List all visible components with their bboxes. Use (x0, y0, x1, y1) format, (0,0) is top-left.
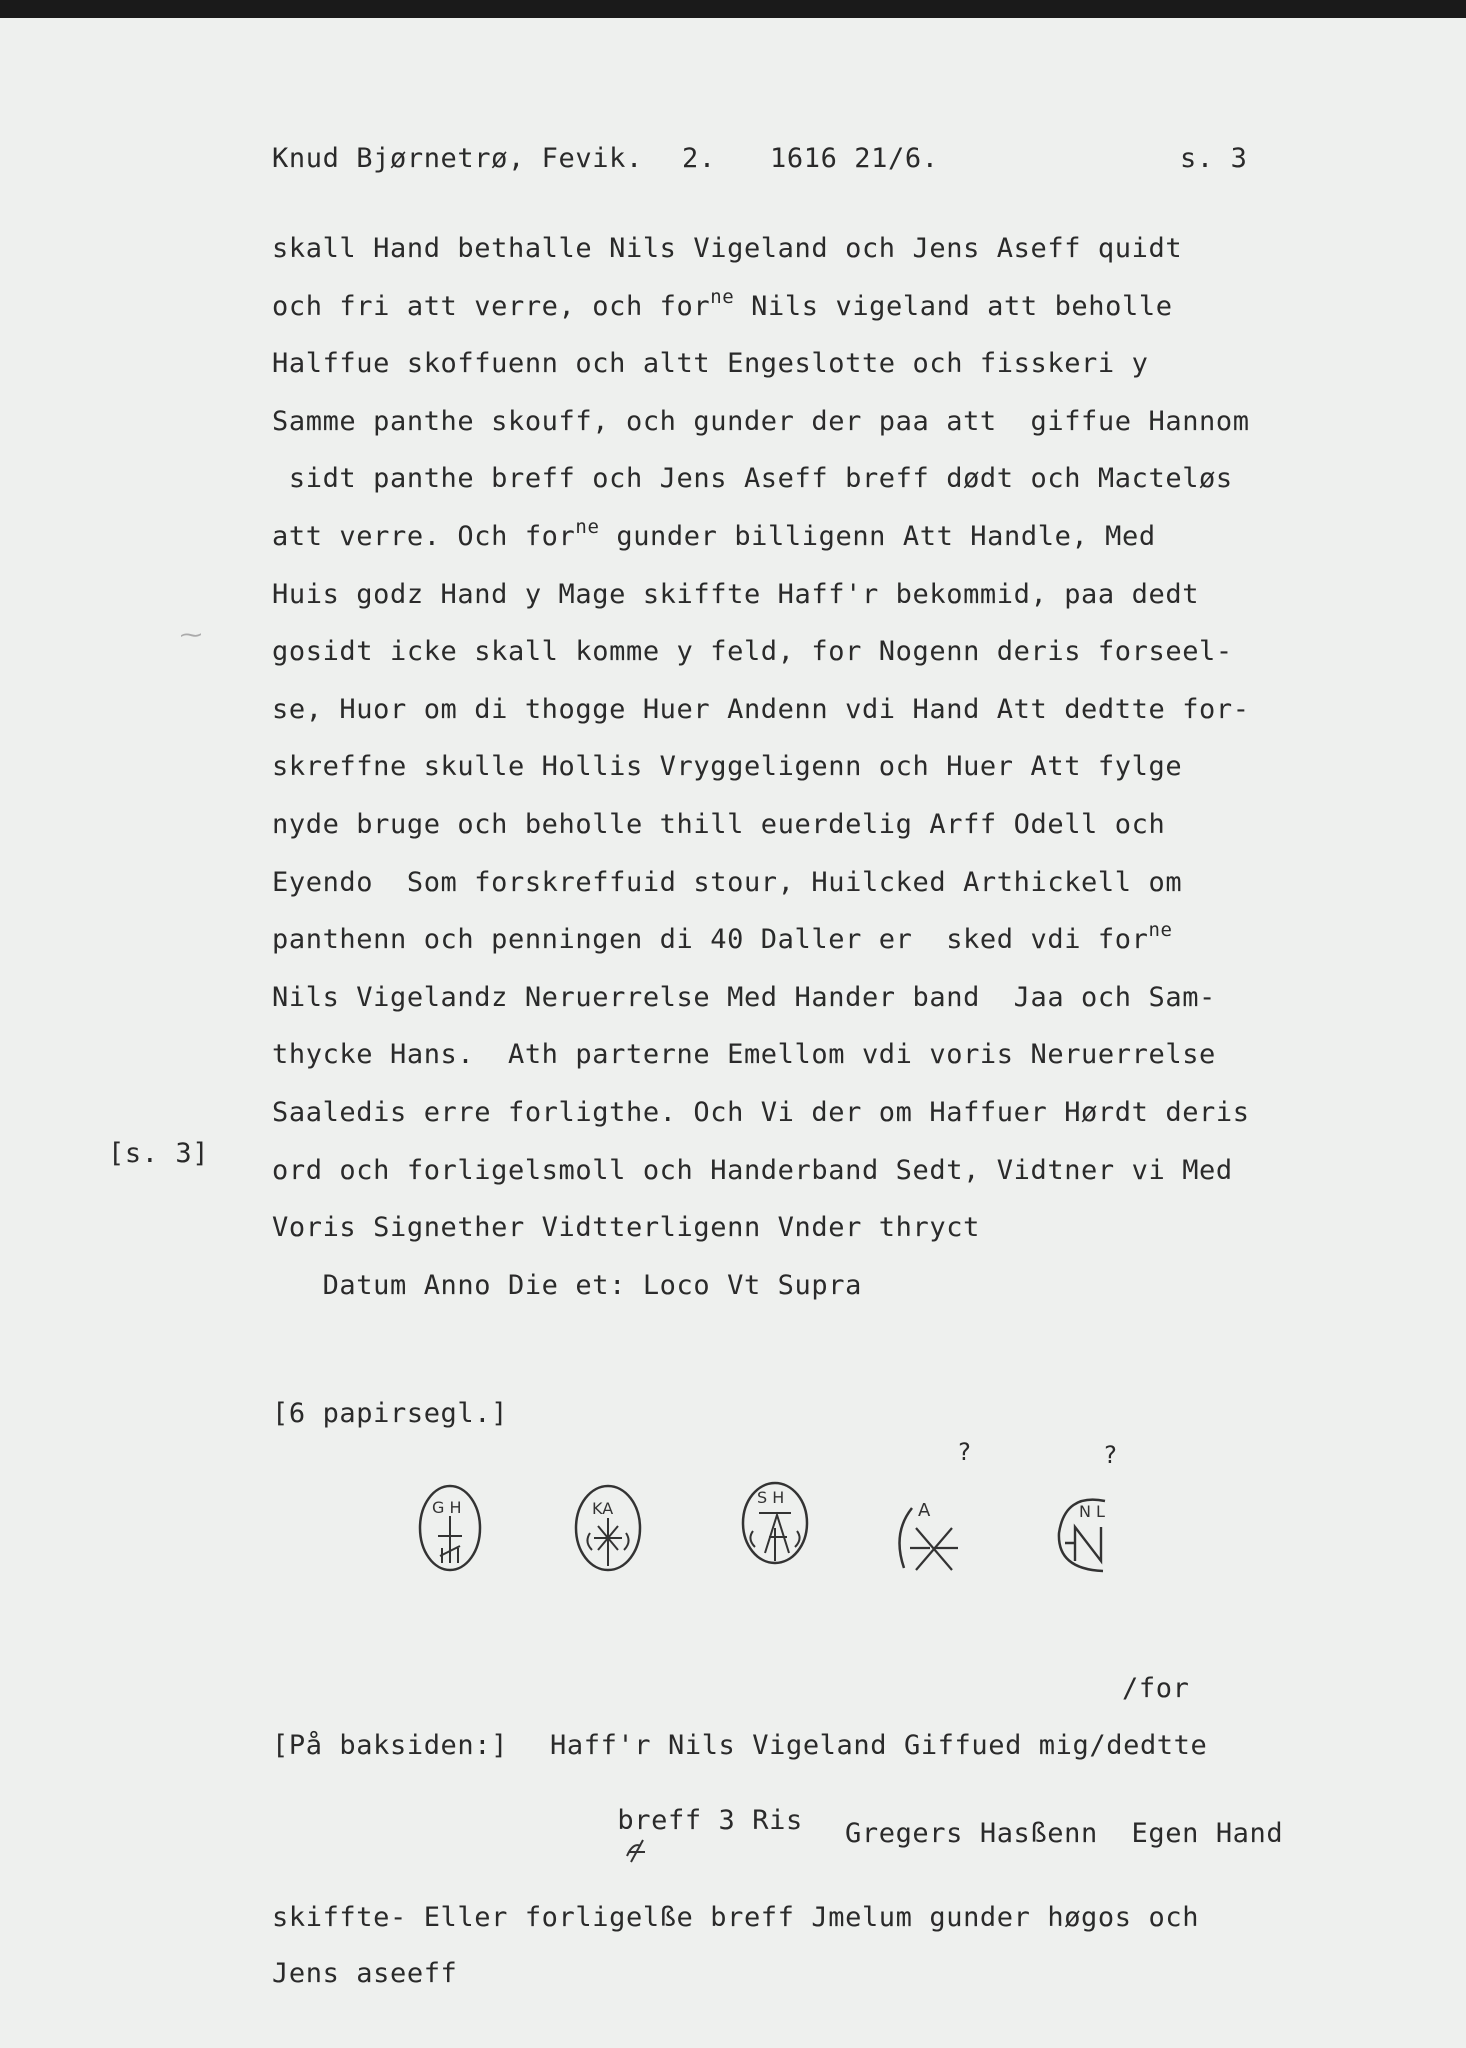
footer-line-2: Jens aseeff (272, 1958, 458, 1989)
header-date: 1616 21/6. (770, 143, 939, 174)
seal-2-letters: KA (592, 1499, 614, 1518)
margin-note: [s. 3] (108, 1138, 210, 1169)
seal-4-letters: A (918, 1500, 931, 1521)
body-line: Nils Vigelandz Neruerrelse Med Hander band Jaa och Sam- (272, 982, 1216, 1013)
body-line: Samme panthe skouff, och gunder der paa att giffue Hannom (272, 406, 1250, 437)
faint-mark: ⁓ (180, 623, 202, 648)
body-line-segment: panthenn och penningen di 40 Daller er sked vdi for (272, 924, 1149, 955)
seals-row (400, 1438, 1160, 1628)
body-line: skreffne skulle Hollis Vryggeligenn och Huer Att fylge (272, 751, 1183, 782)
ris-mark-icon (623, 1836, 649, 1866)
body-line (272, 286, 1173, 322)
seal-3 (735, 1473, 815, 1577)
seal-4-query: ? (957, 1438, 972, 1466)
body-line: Halffue skoffuenn och altt Engeslotte och fisskeri y (272, 348, 1149, 379)
seal-5-query: ? (1103, 1441, 1118, 1469)
verso-line-2 (550, 1774, 803, 1898)
body-line: Saaledis erre forligthe. Och Vi der om Haffuer Hørdt deris (272, 1097, 1250, 1128)
seal-5-letters: N L (1079, 1502, 1105, 1521)
header-number: 2. (682, 143, 716, 174)
seal-3-letters: S H (757, 1488, 785, 1507)
body-line: sidt panthe breff och Jens Aseff breff dødt och Macteløs (272, 463, 1233, 494)
body-line: skall Hand bethalle Nils Vigeland och Jens Aseff quidt (272, 233, 1183, 264)
body-line-segment: och fri att verre, och for (272, 291, 711, 322)
body-line: se, Huor om di thogge Huer Andenn vdi Hand Att dedtte for- (272, 694, 1250, 725)
superscript: ne (710, 286, 735, 308)
header-page: s. 3 (1180, 143, 1248, 174)
seal-2 (568, 1478, 648, 1582)
body-line: Huis godz Hand y Mage skiffte Haff'r bekommid, paa dedt (272, 579, 1200, 610)
superscript: ne (575, 516, 600, 538)
verso-signature: Gregers Hasßenn Egen Hand (845, 1818, 1284, 1849)
body-line (272, 516, 1156, 552)
body-line-segment: Nils vigeland att beholle (734, 291, 1173, 322)
seal-4 (882, 1438, 972, 1602)
verso-for-note: /for (1122, 1673, 1190, 1704)
body-line: Eyendo Som forskreffuid stour, Huilcked Arthickell om (272, 867, 1183, 898)
body-line (272, 919, 1173, 955)
body-line: Voris Signether Vidtterligenn Vnder thryct (272, 1212, 980, 1243)
body-line-segment: att verre. Och for (272, 521, 576, 552)
body-line-segment: gunder billigenn Att Handle, Med (599, 521, 1156, 552)
body-line: ord och forligelsmoll och Handerband Sedt, Vidtner vi Med (272, 1155, 1233, 1186)
verso-label: [På baksiden:] (272, 1730, 508, 1761)
verso-line-2-text: breff 3 Ris (617, 1805, 803, 1836)
superscript: ne (1148, 919, 1173, 941)
seals-note: [6 papirsegl.] (272, 1398, 508, 1429)
verso-line-1: Haff'r Nils Vigeland Giffued mig/dedtte (550, 1730, 1208, 1761)
footer-line-1: skiffte- Eller forligelße breff Jmelum gunder høgos och (272, 1902, 1200, 1933)
body-line: nyde bruge och beholle thill euerdelig Arff Odell och (272, 809, 1166, 840)
body-line: thycke Hans. Ath parterne Emellom vdi voris Neruerrelse (272, 1039, 1216, 1070)
body-line: Datum Anno Die et: Loco Vt Supra (272, 1270, 862, 1301)
seal-5 (1045, 1441, 1135, 1587)
header-left: Knud Bjørnetrø, Fevik. (272, 143, 643, 174)
seal-1-letters: G H (432, 1498, 462, 1517)
body-line: gosidt icke skall komme y feld, for Nogenn deris forseel- (272, 636, 1233, 667)
document-page (0, 18, 1466, 2048)
seal-1 (410, 1478, 490, 1582)
